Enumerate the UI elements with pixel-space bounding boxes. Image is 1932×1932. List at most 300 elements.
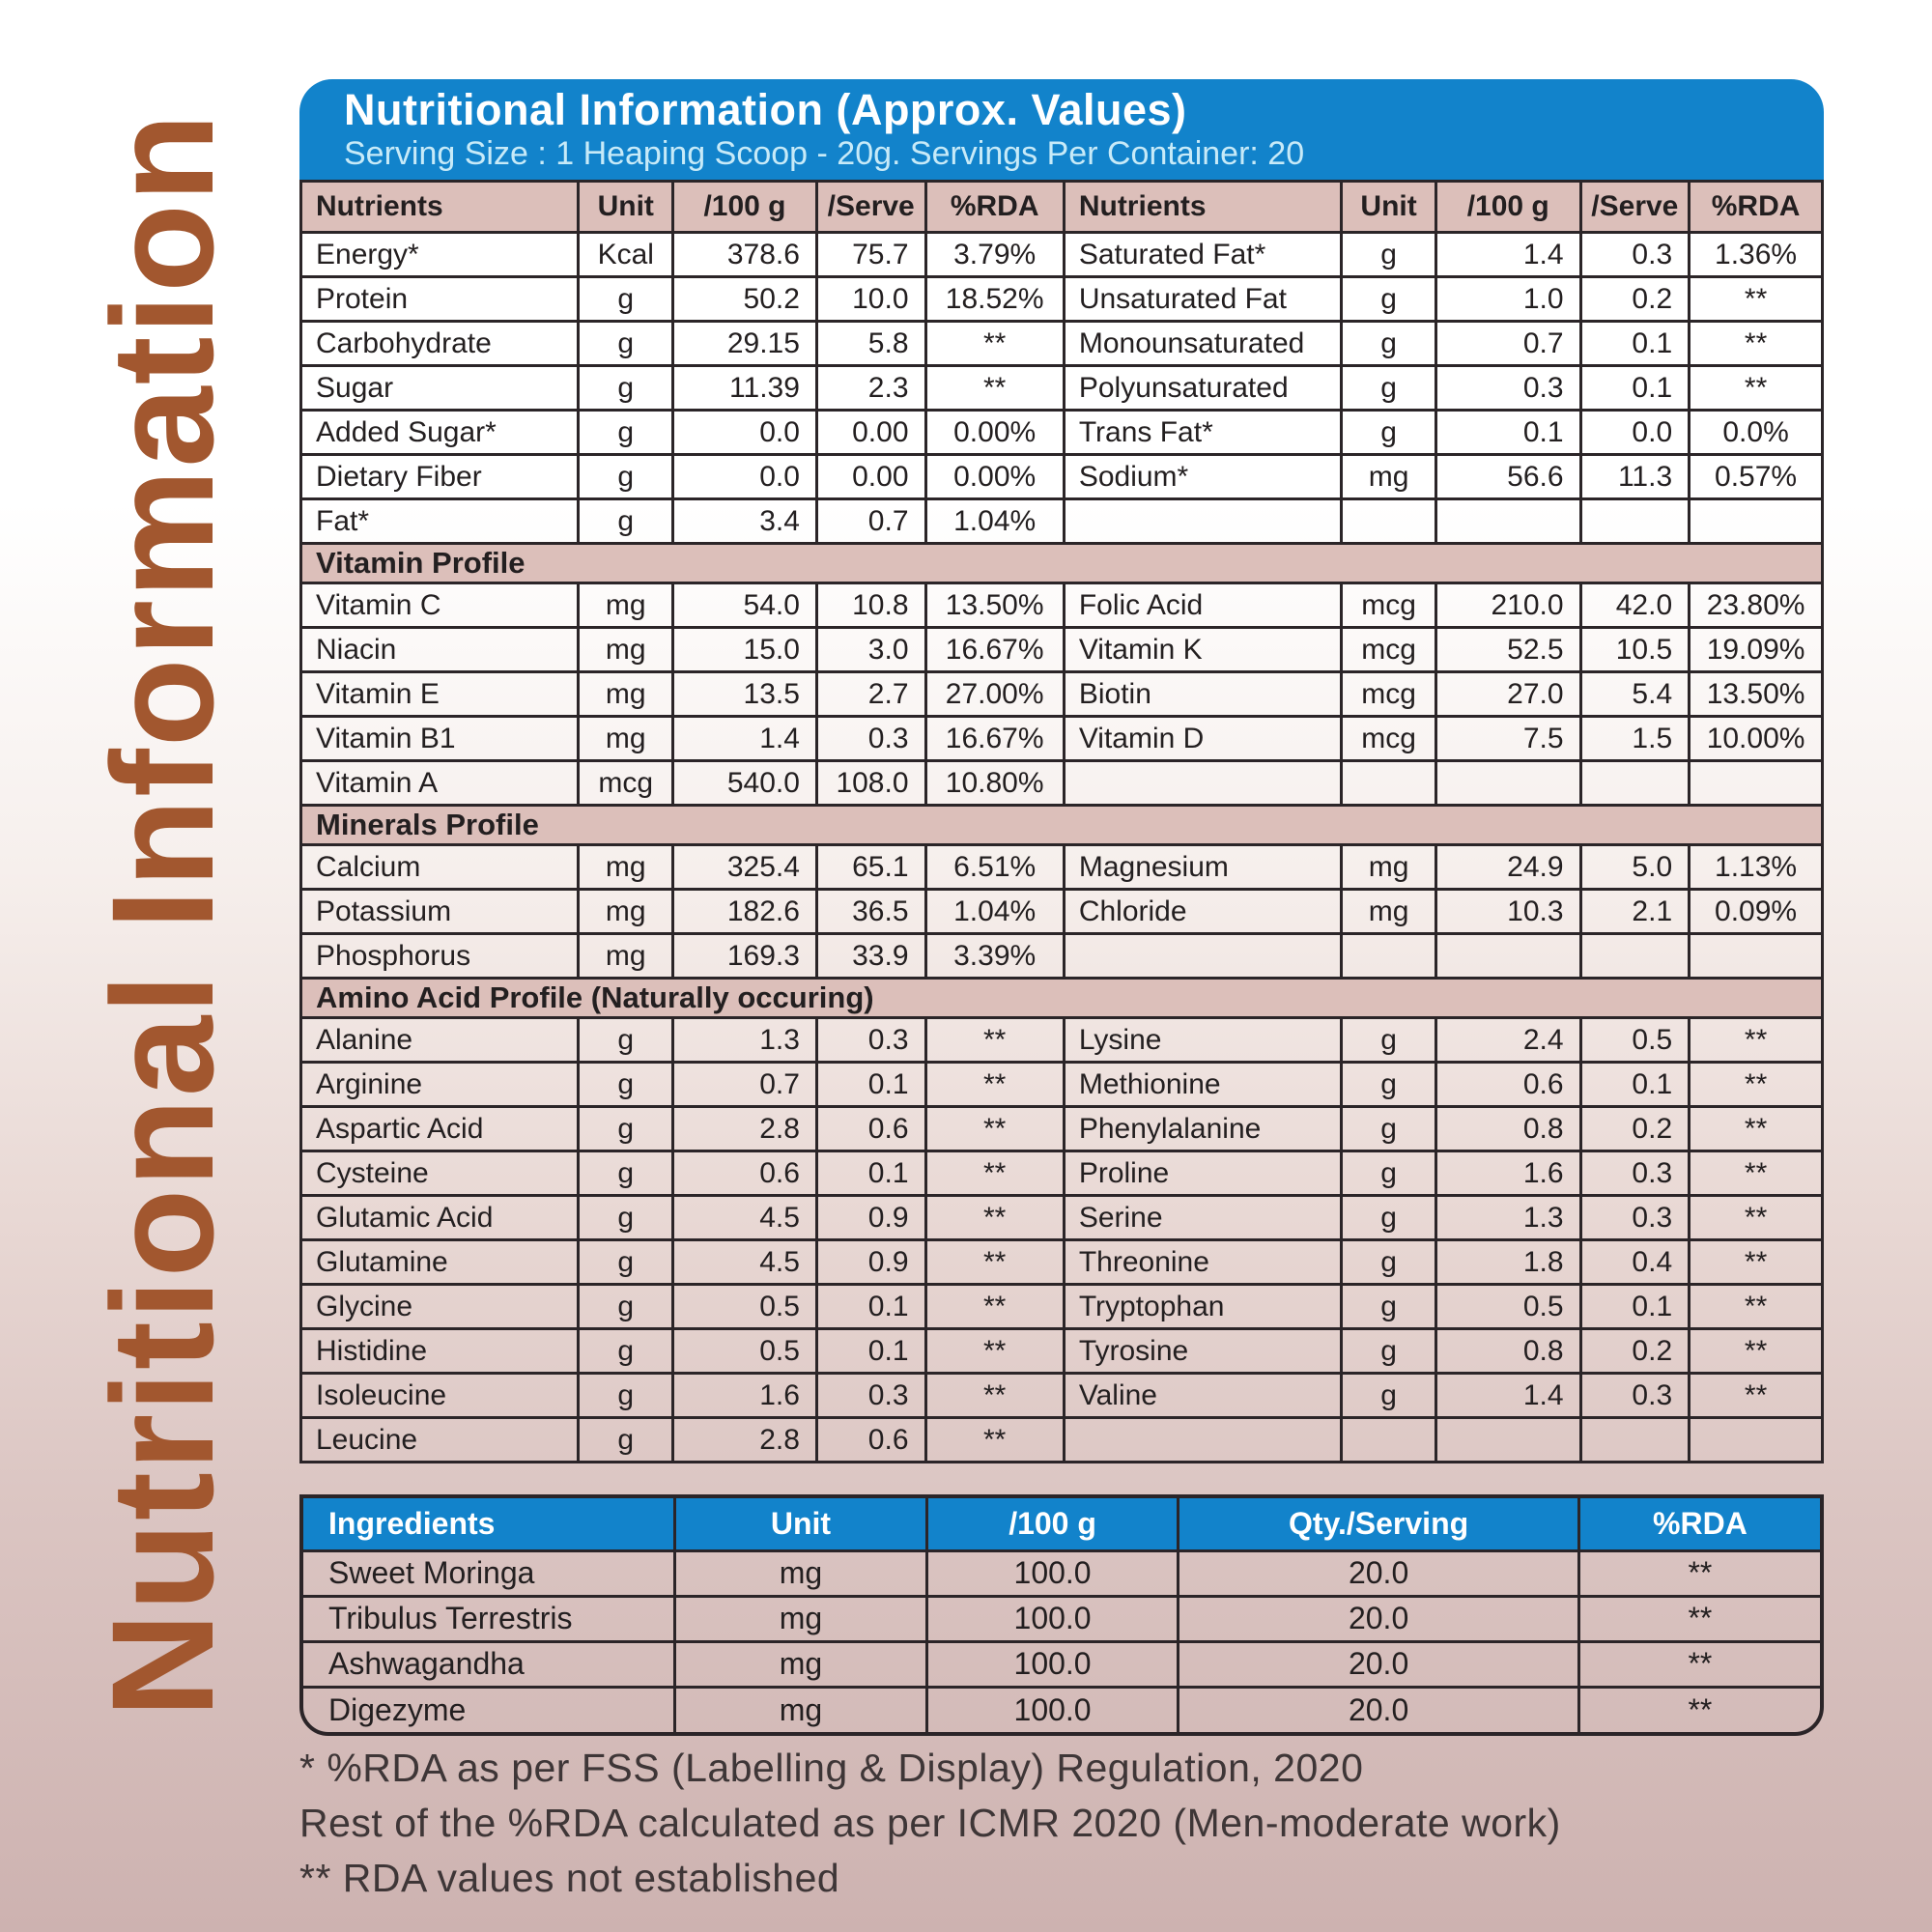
per-100g-cell: 56.6 [1435, 455, 1580, 499]
ingredient-value-cell: ** [1578, 1596, 1820, 1641]
nutrient-name-cell: Added Sugar* [301, 411, 579, 455]
rda-cell: 1.04% [925, 890, 1064, 934]
unit-cell: mg [579, 845, 673, 890]
column-header--rda: %RDA [1690, 182, 1823, 233]
nutrient-name-cell: Fat* [301, 499, 579, 544]
unit-cell: g [579, 1151, 673, 1196]
nutrient-row [301, 890, 1823, 934]
ingredient-value-cell: ** [1578, 1641, 1820, 1687]
column-header--rda: %RDA [925, 182, 1064, 233]
rda-cell: 19.09% [1690, 628, 1823, 672]
nutrition-table-header-row [301, 182, 1823, 233]
empty-cell [1342, 499, 1436, 544]
nutrient-row [301, 1329, 1823, 1374]
nutrient-name-cell: Phosphorus [301, 934, 579, 979]
per-serve-cell: 0.1 [816, 1151, 925, 1196]
unit-cell: mcg [1342, 628, 1436, 672]
unit-cell: Kcal [579, 233, 673, 277]
per-serve-cell: 108.0 [816, 761, 925, 806]
ingredients-table-header-row [303, 1498, 1820, 1550]
rda-cell: 3.39% [925, 934, 1064, 979]
footnotes [299, 1741, 1561, 1906]
nutrient-row [301, 761, 1823, 806]
nutrient-row [301, 322, 1823, 366]
nutrient-name-cell: Arginine [301, 1063, 579, 1107]
per-100g-cell: 11.39 [673, 366, 817, 411]
ingredient-value-cell: 100.0 [926, 1641, 1179, 1687]
ingredient-value-cell: 20.0 [1179, 1550, 1578, 1596]
unit-cell: mg [579, 890, 673, 934]
unit-cell: g [1342, 1285, 1436, 1329]
nutrient-row [301, 628, 1823, 672]
unit-cell: g [1342, 366, 1436, 411]
unit-cell: mcg [1342, 583, 1436, 628]
per-100g-cell: 54.0 [673, 583, 817, 628]
per-serve-cell: 0.2 [1580, 1107, 1690, 1151]
nutrition-table [299, 180, 1824, 1463]
ingredient-value-cell: mg [675, 1641, 927, 1687]
empty-cell [1435, 761, 1580, 806]
nutrient-row [301, 1374, 1823, 1418]
nutrient-row [301, 1418, 1823, 1463]
rda-cell: 1.04% [925, 499, 1064, 544]
ingredient-value-cell: ** [1578, 1687, 1820, 1732]
empty-cell [1064, 934, 1341, 979]
per-100g-cell: 0.0 [673, 411, 817, 455]
serving-size-subtitle: Serving Size : 1 Heaping Scoop - 20g. Servings Per Container: 20 [344, 135, 1305, 172]
empty-cell [1580, 1418, 1690, 1463]
rda-cell: ** [925, 366, 1064, 411]
per-serve-cell: 33.9 [816, 934, 925, 979]
unit-cell: mg [579, 628, 673, 672]
rda-cell: ** [1690, 277, 1823, 322]
column-header-unit: Unit [579, 182, 673, 233]
per-serve-cell: 0.5 [1580, 1018, 1690, 1063]
empty-cell [1342, 761, 1436, 806]
nutrient-name-cell: Alanine [301, 1018, 579, 1063]
per-100g-cell: 15.0 [673, 628, 817, 672]
per-100g-cell: 1.0 [1435, 277, 1580, 322]
ingredients-table-wrapper [299, 1494, 1824, 1736]
unit-cell: g [1342, 1196, 1436, 1240]
nutrient-row [301, 583, 1823, 628]
rda-cell: ** [1690, 1018, 1823, 1063]
nutrient-name-cell: Lysine [1064, 1018, 1341, 1063]
per-serve-cell: 2.1 [1580, 890, 1690, 934]
column-header-unit: Unit [675, 1498, 927, 1550]
unit-cell: g [579, 1196, 673, 1240]
nutrient-name-cell: Biotin [1064, 672, 1341, 717]
unit-cell: mg [1342, 845, 1436, 890]
per-serve-cell: 10.0 [816, 277, 925, 322]
per-100g-cell: 0.7 [673, 1063, 817, 1107]
per-serve-cell: 0.3 [1580, 1196, 1690, 1240]
empty-cell [1435, 934, 1580, 979]
unit-cell: g [1342, 1107, 1436, 1151]
unit-cell: g [579, 1240, 673, 1285]
nutrient-name-cell: Vitamin B1 [301, 717, 579, 761]
column-header--rda: %RDA [1578, 1498, 1820, 1550]
per-serve-cell: 10.8 [816, 583, 925, 628]
rda-cell: ** [925, 1151, 1064, 1196]
unit-cell: g [579, 1418, 673, 1463]
unit-cell: g [579, 322, 673, 366]
rda-cell: 13.50% [1690, 672, 1823, 717]
per-serve-cell: 0.9 [816, 1196, 925, 1240]
per-serve-cell: 0.3 [816, 717, 925, 761]
footnote-rda-not-established: ** RDA values not established [299, 1856, 840, 1900]
unit-cell: g [579, 1374, 673, 1418]
per-100g-cell: 0.1 [1435, 411, 1580, 455]
per-100g-cell: 1.6 [673, 1374, 817, 1418]
nutrient-name-cell: Leucine [301, 1418, 579, 1463]
nutrient-row [301, 366, 1823, 411]
unit-cell: g [1342, 1240, 1436, 1285]
nutrient-name-cell: Cysteine [301, 1151, 579, 1196]
nutrient-name-cell: Polyunsaturated [1064, 366, 1341, 411]
unit-cell: g [1342, 322, 1436, 366]
unit-cell: g [1342, 1151, 1436, 1196]
column-header--100-g: /100 g [673, 182, 817, 233]
unit-cell: g [579, 1018, 673, 1063]
nutrient-name-cell: Dietary Fiber [301, 455, 579, 499]
empty-cell [1580, 499, 1690, 544]
per-100g-cell: 0.5 [1435, 1285, 1580, 1329]
nutrient-name-cell: Vitamin A [301, 761, 579, 806]
ingredient-value-cell: mg [675, 1550, 927, 1596]
per-serve-cell: 0.3 [1580, 1374, 1690, 1418]
nutrient-row [301, 1196, 1823, 1240]
nutrient-name-cell: Trans Fat* [1064, 411, 1341, 455]
per-100g-cell: 182.6 [673, 890, 817, 934]
per-serve-cell: 0.4 [1580, 1240, 1690, 1285]
nutrient-name-cell: Vitamin C [301, 583, 579, 628]
nutrient-name-cell: Isoleucine [301, 1374, 579, 1418]
unit-cell: g [1342, 233, 1436, 277]
section-header-row [301, 806, 1823, 845]
rda-cell: ** [1690, 1063, 1823, 1107]
unit-cell: g [579, 277, 673, 322]
unit-cell: mg [579, 583, 673, 628]
unit-cell: g [579, 499, 673, 544]
per-serve-cell: 75.7 [816, 233, 925, 277]
rda-cell: 13.50% [925, 583, 1064, 628]
ingredient-row [303, 1596, 1820, 1641]
nutrient-name-cell: Vitamin D [1064, 717, 1341, 761]
nutrient-name-cell: Proline [1064, 1151, 1341, 1196]
per-serve-cell: 5.4 [1580, 672, 1690, 717]
per-100g-cell: 540.0 [673, 761, 817, 806]
column-header--serve: /Serve [816, 182, 925, 233]
rda-cell: ** [925, 1063, 1064, 1107]
ingredient-row [303, 1550, 1820, 1596]
unit-cell: mg [1342, 890, 1436, 934]
nutrient-row [301, 233, 1823, 277]
per-serve-cell: 5.0 [1580, 845, 1690, 890]
rda-cell: ** [1690, 366, 1823, 411]
nutrient-row [301, 1018, 1823, 1063]
nutrient-name-cell: Valine [1064, 1374, 1341, 1418]
nutrient-name-cell: Threonine [1064, 1240, 1341, 1285]
nutrient-name-cell: Phenylalanine [1064, 1107, 1341, 1151]
per-100g-cell: 1.6 [1435, 1151, 1580, 1196]
nutrient-row [301, 717, 1823, 761]
rda-cell: 23.80% [1690, 583, 1823, 628]
nutrient-name-cell: Tryptophan [1064, 1285, 1341, 1329]
per-serve-cell: 0.1 [816, 1063, 925, 1107]
per-serve-cell: 42.0 [1580, 583, 1690, 628]
per-serve-cell: 0.3 [816, 1374, 925, 1418]
ingredient-value-cell: 100.0 [926, 1687, 1179, 1732]
rda-cell: ** [925, 1240, 1064, 1285]
nutrient-row [301, 1063, 1823, 1107]
column-header-nutrients: Nutrients [1064, 182, 1341, 233]
per-serve-cell: 0.6 [816, 1107, 925, 1151]
rda-cell: 10.80% [925, 761, 1064, 806]
column-header--100-g: /100 g [926, 1498, 1179, 1550]
unit-cell: g [579, 411, 673, 455]
rda-cell: ** [925, 1196, 1064, 1240]
empty-cell [1690, 1418, 1823, 1463]
nutrient-name-cell: Unsaturated Fat [1064, 277, 1341, 322]
rda-cell: ** [1690, 1107, 1823, 1151]
unit-cell: mcg [1342, 717, 1436, 761]
vertical-brand-title: Nutritional Information [81, 111, 243, 1718]
unit-cell: mg [579, 717, 673, 761]
ingredient-value-cell: 20.0 [1179, 1641, 1578, 1687]
nutrient-name-cell: Potassium [301, 890, 579, 934]
ingredient-value-cell: mg [675, 1687, 927, 1732]
unit-cell: g [1342, 277, 1436, 322]
per-100g-cell: 29.15 [673, 322, 817, 366]
empty-cell [1435, 1418, 1580, 1463]
per-serve-cell: 0.3 [816, 1018, 925, 1063]
ingredient-value-cell: 20.0 [1179, 1596, 1578, 1641]
column-header-qty-serving: Qty./Serving [1179, 1498, 1578, 1550]
per-serve-cell: 0.2 [1580, 1329, 1690, 1374]
unit-cell: mg [579, 672, 673, 717]
per-100g-cell: 7.5 [1435, 717, 1580, 761]
rda-cell: ** [1690, 1329, 1823, 1374]
unit-cell: g [579, 1329, 673, 1374]
rda-cell: 10.00% [1690, 717, 1823, 761]
unit-cell: g [579, 1063, 673, 1107]
unit-cell: g [579, 455, 673, 499]
rda-cell: ** [925, 1418, 1064, 1463]
per-serve-cell: 0.7 [816, 499, 925, 544]
rda-cell: ** [925, 1285, 1064, 1329]
nutrient-name-cell: Monounsaturated [1064, 322, 1341, 366]
per-100g-cell: 1.8 [1435, 1240, 1580, 1285]
nutrient-name-cell: Tyrosine [1064, 1329, 1341, 1374]
rda-cell: 16.67% [925, 717, 1064, 761]
unit-cell: g [1342, 1329, 1436, 1374]
per-100g-cell: 0.6 [1435, 1063, 1580, 1107]
nutrient-row [301, 455, 1823, 499]
unit-cell: mcg [579, 761, 673, 806]
panel-title: Nutritional Information (Approx. Values) [344, 85, 1187, 134]
per-serve-cell: 0.00 [816, 411, 925, 455]
unit-cell: g [1342, 1018, 1436, 1063]
column-header--serve: /Serve [1580, 182, 1690, 233]
rda-cell: 27.00% [925, 672, 1064, 717]
section-header-row [301, 979, 1823, 1018]
rda-cell: 18.52% [925, 277, 1064, 322]
rda-cell: ** [925, 1107, 1064, 1151]
per-100g-cell: 4.5 [673, 1196, 817, 1240]
nutrient-name-cell: Niacin [301, 628, 579, 672]
per-serve-cell: 11.3 [1580, 455, 1690, 499]
per-serve-cell: 0.1 [1580, 366, 1690, 411]
ingredient-value-cell: 20.0 [1179, 1687, 1578, 1732]
nutrition-panel [299, 79, 1824, 1736]
ingredient-value-cell: ** [1578, 1550, 1820, 1596]
per-serve-cell: 0.0 [1580, 411, 1690, 455]
ingredient-value-cell: 100.0 [926, 1550, 1179, 1596]
footnote-rda-icmr: Rest of the %RDA calculated as per ICMR 2020 (Men-moderate work) [299, 1801, 1561, 1845]
rda-cell: 0.0% [1690, 411, 1823, 455]
nutrient-name-cell: Sodium* [1064, 455, 1341, 499]
ingredient-value-cell: 100.0 [926, 1596, 1179, 1641]
nutrient-row [301, 1107, 1823, 1151]
ingredient-name-cell: Digezyme [303, 1687, 675, 1732]
nutrient-name-cell: Saturated Fat* [1064, 233, 1341, 277]
unit-cell: g [1342, 411, 1436, 455]
per-serve-cell: 2.3 [816, 366, 925, 411]
nutrient-name-cell: Folic Acid [1064, 583, 1341, 628]
per-100g-cell: 24.9 [1435, 845, 1580, 890]
per-100g-cell: 50.2 [673, 277, 817, 322]
rda-cell: 1.36% [1690, 233, 1823, 277]
per-100g-cell: 0.5 [673, 1285, 817, 1329]
per-100g-cell: 2.8 [673, 1418, 817, 1463]
empty-cell [1580, 761, 1690, 806]
unit-cell: g [1342, 1374, 1436, 1418]
per-100g-cell: 2.4 [1435, 1018, 1580, 1063]
nutrient-name-cell: Chloride [1064, 890, 1341, 934]
per-serve-cell: 5.8 [816, 322, 925, 366]
panel-header [299, 79, 1824, 180]
rda-cell: ** [925, 322, 1064, 366]
per-serve-cell: 0.1 [1580, 322, 1690, 366]
section-title: Minerals Profile [301, 806, 1823, 845]
rda-cell: 0.09% [1690, 890, 1823, 934]
empty-cell [1690, 761, 1823, 806]
column-header--100-g: /100 g [1435, 182, 1580, 233]
rda-cell: ** [1690, 322, 1823, 366]
column-header-unit: Unit [1342, 182, 1436, 233]
per-100g-cell: 0.5 [673, 1329, 817, 1374]
per-serve-cell: 0.9 [816, 1240, 925, 1285]
per-100g-cell: 0.3 [1435, 366, 1580, 411]
rda-cell: ** [1690, 1285, 1823, 1329]
nutrient-row [301, 499, 1823, 544]
ingredient-name-cell: Sweet Moringa [303, 1550, 675, 1596]
empty-cell [1690, 499, 1823, 544]
nutrient-row [301, 845, 1823, 890]
nutrient-row [301, 1151, 1823, 1196]
rda-cell: 16.67% [925, 628, 1064, 672]
per-100g-cell: 27.0 [1435, 672, 1580, 717]
empty-cell [1690, 934, 1823, 979]
nutrient-row [301, 934, 1823, 979]
nutrient-name-cell: Serine [1064, 1196, 1341, 1240]
rda-cell: ** [1690, 1374, 1823, 1418]
section-title: Vitamin Profile [301, 544, 1823, 583]
per-100g-cell: 169.3 [673, 934, 817, 979]
nutrient-name-cell: Carbohydrate [301, 322, 579, 366]
per-100g-cell: 0.7 [1435, 322, 1580, 366]
rda-cell: ** [925, 1329, 1064, 1374]
unit-cell: mcg [1342, 672, 1436, 717]
per-serve-cell: 1.5 [1580, 717, 1690, 761]
empty-cell [1064, 499, 1341, 544]
unit-cell: mg [1342, 455, 1436, 499]
per-serve-cell: 0.3 [1580, 1151, 1690, 1196]
unit-cell: g [1342, 1063, 1436, 1107]
unit-cell: g [579, 1107, 673, 1151]
per-serve-cell: 0.6 [816, 1418, 925, 1463]
unit-cell: g [579, 366, 673, 411]
rda-cell: 1.13% [1690, 845, 1823, 890]
ingredient-value-cell: mg [675, 1596, 927, 1641]
unit-cell: mg [579, 934, 673, 979]
per-100g-cell: 1.3 [673, 1018, 817, 1063]
per-100g-cell: 13.5 [673, 672, 817, 717]
per-serve-cell: 0.1 [1580, 1285, 1690, 1329]
per-100g-cell: 3.4 [673, 499, 817, 544]
empty-cell [1064, 1418, 1341, 1463]
rda-cell: ** [1690, 1196, 1823, 1240]
per-serve-cell: 0.1 [816, 1285, 925, 1329]
empty-cell [1580, 934, 1690, 979]
per-100g-cell: 210.0 [1435, 583, 1580, 628]
rda-cell: 0.00% [925, 455, 1064, 499]
rda-cell: 6.51% [925, 845, 1064, 890]
nutrient-row [301, 1285, 1823, 1329]
per-100g-cell: 10.3 [1435, 890, 1580, 934]
empty-cell [1064, 761, 1341, 806]
per-100g-cell: 378.6 [673, 233, 817, 277]
per-serve-cell: 3.0 [816, 628, 925, 672]
nutrient-name-cell: Energy* [301, 233, 579, 277]
per-100g-cell: 1.4 [1435, 1374, 1580, 1418]
nutrient-row [301, 1240, 1823, 1285]
ingredients-table [303, 1498, 1820, 1732]
per-100g-cell: 0.8 [1435, 1107, 1580, 1151]
rda-cell: 3.79% [925, 233, 1064, 277]
rda-cell: ** [925, 1018, 1064, 1063]
nutrient-name-cell: Vitamin K [1064, 628, 1341, 672]
nutrient-name-cell: Magnesium [1064, 845, 1341, 890]
ingredient-name-cell: Tribulus Terrestris [303, 1596, 675, 1641]
per-serve-cell: 36.5 [816, 890, 925, 934]
nutrient-name-cell: Sugar [301, 366, 579, 411]
footnote-rda-fss: * %RDA as per FSS (Labelling & Display) Regulation, 2020 [299, 1746, 1364, 1790]
per-100g-cell: 0.0 [673, 455, 817, 499]
nutrient-name-cell: Glutamic Acid [301, 1196, 579, 1240]
per-serve-cell: 0.3 [1580, 233, 1690, 277]
per-100g-cell: 2.8 [673, 1107, 817, 1151]
section-header-row [301, 544, 1823, 583]
per-serve-cell: 2.7 [816, 672, 925, 717]
per-serve-cell: 0.2 [1580, 277, 1690, 322]
section-title: Amino Acid Profile (Naturally occuring) [301, 979, 1823, 1018]
column-header-ingredients: Ingredients [303, 1498, 675, 1550]
nutrient-name-cell: Glycine [301, 1285, 579, 1329]
per-100g-cell: 325.4 [673, 845, 817, 890]
column-header-nutrients: Nutrients [301, 182, 579, 233]
